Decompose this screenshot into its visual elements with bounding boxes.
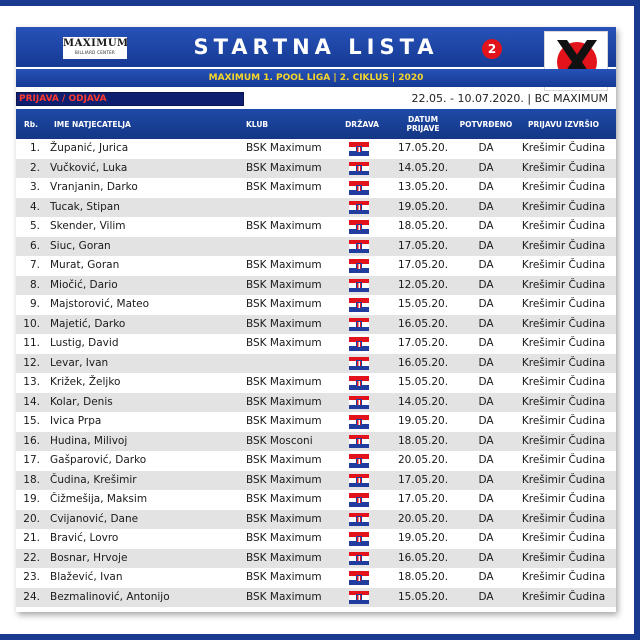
table-row <box>16 237 616 257</box>
registered-by: Krešimir Čudina <box>521 415 606 427</box>
croatia-flag-icon <box>349 220 369 234</box>
confirmed-status: DA <box>478 200 494 213</box>
registration-date: 15.05.20. <box>397 376 449 388</box>
confirmed-status: DA <box>478 161 494 174</box>
confirmed-status: DA <box>478 259 494 271</box>
registration-date: 17.05.20. <box>397 473 449 486</box>
registered-by: Krešimir Čudina <box>521 200 606 213</box>
table-row <box>16 178 616 198</box>
registration-date: 15.05.20. <box>397 590 449 603</box>
confirmed-status: DA <box>478 395 494 408</box>
registration-period: 22.05. - 10.07.2020. | BC MAXIMUM <box>411 92 608 105</box>
registration-date: 19.05.20. <box>397 532 449 544</box>
row-number: 3. <box>29 181 40 193</box>
participant-name: Lustig, David <box>50 337 119 349</box>
participant-country <box>346 471 372 491</box>
participant-club: BSK Mosconi <box>246 434 313 447</box>
participant-country <box>346 568 372 588</box>
participant-club: BSK Maximum <box>246 337 322 349</box>
page-title: STARTNA LISTA <box>193 35 439 59</box>
confirmed-status: DA <box>478 239 494 252</box>
croatia-flag-icon <box>349 415 369 429</box>
table-row <box>16 549 616 569</box>
registered-by: Krešimir Čudina <box>521 571 606 583</box>
registration-date: 18.05.20. <box>397 434 449 447</box>
participant-club: BSK Maximum <box>246 493 322 505</box>
row-number: 4. <box>29 200 40 213</box>
participant-name: Tucak, Stipan <box>50 200 120 213</box>
participant-name: Hudina, Milivoj <box>50 434 128 447</box>
row-number: 20. <box>23 512 40 525</box>
row-number: 16. <box>23 434 40 447</box>
participant-club: BSK Maximum <box>246 181 322 193</box>
table-row <box>16 510 616 530</box>
column-header-registered-by: PRIJAVU IZVRŠIO <box>527 119 600 129</box>
participant-country <box>346 451 372 471</box>
confirmed-status: DA <box>478 512 494 525</box>
row-number: 7. <box>29 259 40 271</box>
participant-name: Gašparović, Darko <box>50 454 147 466</box>
participant-name: Bosnar, Hrvoje <box>50 551 128 564</box>
participant-club: BSK Maximum <box>246 259 322 271</box>
participant-country <box>346 412 372 432</box>
registered-by: Krešimir Čudina <box>521 161 606 174</box>
frame-top-border <box>0 0 640 6</box>
column-header-date: DATUM PRIJAVE <box>406 115 440 133</box>
croatia-flag-icon <box>349 240 369 254</box>
croatia-flag-icon <box>349 318 369 332</box>
participant-name: Majstorović, Mateo <box>50 298 150 310</box>
registered-by: Krešimir Čudina <box>521 493 606 505</box>
participant-name: Skender, Vilim <box>50 220 126 232</box>
registration-date: 13.05.20. <box>397 181 449 193</box>
confirmed-status: DA <box>478 415 494 427</box>
row-number: 11. <box>23 337 40 349</box>
confirmed-status: DA <box>478 298 494 310</box>
registered-by: Krešimir Čudina <box>521 337 606 349</box>
registered-by: Krešimir Čudina <box>521 376 606 388</box>
registered-by: Krešimir Čudina <box>521 239 606 252</box>
participant-club: BSK Maximum <box>246 161 322 174</box>
participant-country <box>346 432 372 452</box>
registered-by: Krešimir Čudina <box>521 181 606 193</box>
table-row <box>16 588 616 608</box>
registration-date: 17.05.20. <box>397 142 449 154</box>
participant-country <box>346 237 372 257</box>
registered-by: Krešimir Čudina <box>521 278 606 291</box>
row-number: 2. <box>29 161 40 174</box>
participant-club: BSK Maximum <box>246 512 322 525</box>
registered-by: Krešimir Čudina <box>521 590 606 603</box>
frame-bottom-border <box>0 634 640 640</box>
confirmed-status: DA <box>478 473 494 486</box>
croatia-flag-icon <box>349 279 369 293</box>
table-row <box>16 315 616 335</box>
row-number: 17. <box>23 454 40 466</box>
table-row <box>16 217 616 237</box>
registered-by: Krešimir Čudina <box>521 532 606 544</box>
table-row <box>16 334 616 354</box>
participant-country <box>346 315 372 335</box>
league-subtitle: MAXIMUM 1. POOL LIGA | 2. CIKLUS | 2020 <box>208 73 424 83</box>
frame-right-border <box>634 0 640 640</box>
participant-country <box>346 256 372 276</box>
table-row <box>16 139 616 159</box>
registration-label: PRIJAVA / ODJAVA <box>19 94 107 104</box>
croatia-flag-icon <box>349 552 369 566</box>
participant-name: Murat, Goran <box>50 259 120 271</box>
participant-club: BSK Maximum <box>246 220 322 232</box>
table-row <box>16 393 616 413</box>
row-number: 19. <box>23 493 40 505</box>
registered-by: Krešimir Čudina <box>521 434 606 447</box>
participant-name: Majetić, Darko <box>50 317 126 330</box>
participant-name: Vučković, Luka <box>50 161 128 174</box>
table-header <box>16 109 616 139</box>
registered-by: Krešimir Čudina <box>521 454 606 466</box>
registration-date: 12.05.20. <box>397 278 449 291</box>
registered-by: Krešimir Čudina <box>521 317 606 330</box>
registration-date: 19.05.20. <box>397 200 449 213</box>
croatia-flag-icon <box>349 337 369 351</box>
croatia-flag-icon <box>349 201 369 215</box>
participant-club: BSK Maximum <box>246 473 322 486</box>
registration-date: 20.05.20. <box>397 454 449 466</box>
croatia-flag-icon <box>349 142 369 156</box>
participant-club: BSK Maximum <box>246 395 322 408</box>
registration-date: 14.05.20. <box>397 161 449 174</box>
row-number: 13. <box>23 376 40 388</box>
row-number: 9. <box>29 298 40 310</box>
participant-club: BSK Maximum <box>246 142 322 154</box>
croatia-flag-icon <box>349 357 369 371</box>
participant-club: BSK Maximum <box>246 278 322 291</box>
participant-name: Županić, Jurica <box>50 142 129 154</box>
participant-name: Levar, Ivan <box>50 356 109 369</box>
participant-country <box>346 159 372 179</box>
confirmed-status: DA <box>478 454 494 466</box>
participant-country <box>346 510 372 530</box>
confirmed-status: DA <box>478 376 494 388</box>
participant-club: BSK Maximum <box>246 454 322 466</box>
participant-name: Vranjanin, Darko <box>50 181 138 193</box>
registration-date: 18.05.20. <box>397 220 449 232</box>
confirmed-status: DA <box>478 532 494 544</box>
table-row <box>16 432 616 452</box>
start-list-sheet <box>16 27 616 612</box>
registration-date: 14.05.20. <box>397 395 449 408</box>
croatia-flag-icon <box>349 181 369 195</box>
confirmed-status: DA <box>478 551 494 564</box>
registered-by: Krešimir Čudina <box>521 220 606 232</box>
row-number: 15. <box>23 415 40 427</box>
registration-date: 17.05.20. <box>397 239 449 252</box>
croatia-flag-icon <box>349 474 369 488</box>
confirmed-status: DA <box>478 142 494 154</box>
croatia-flag-icon <box>349 493 369 507</box>
participant-country <box>346 295 372 315</box>
croatia-flag-icon <box>349 591 369 605</box>
participant-name: Blažević, Ivan <box>50 571 123 583</box>
participant-club: BSK Maximum <box>246 590 322 603</box>
column-header-confirmed: POTVRĐENO <box>459 119 513 129</box>
participant-name: Križek, Željko <box>50 376 121 388</box>
participant-country <box>346 490 372 510</box>
league-bar <box>16 69 616 87</box>
table-row <box>16 198 616 218</box>
confirmed-status: DA <box>478 337 494 349</box>
registration-date: 16.05.20. <box>397 356 449 369</box>
registration-date: 15.05.20. <box>397 298 449 310</box>
participant-club: BSK Maximum <box>246 376 322 388</box>
participant-country <box>346 276 372 296</box>
confirmed-status: DA <box>478 278 494 291</box>
table-row <box>16 490 616 510</box>
participant-club: BSK Maximum <box>246 317 322 330</box>
registration-date: 17.05.20. <box>397 337 449 349</box>
table-row <box>16 373 616 393</box>
row-number: 5. <box>29 220 40 232</box>
participant-name: Miočić, Dario <box>50 278 118 291</box>
confirmed-status: DA <box>478 590 494 603</box>
croatia-flag-icon <box>349 396 369 410</box>
confirmed-status: DA <box>478 317 494 330</box>
row-number: 8. <box>29 278 40 291</box>
column-header-country: DRŽAVA <box>345 119 379 129</box>
row-number: 1. <box>29 142 40 154</box>
registered-by: Krešimir Čudina <box>521 551 606 564</box>
table-row <box>16 256 616 276</box>
row-number: 24. <box>23 590 40 603</box>
croatia-flag-icon <box>349 435 369 449</box>
participant-name: Bravić, Lovro <box>50 532 119 544</box>
registered-by: Krešimir Čudina <box>521 512 606 525</box>
confirmed-status: DA <box>478 434 494 447</box>
participant-name: Bezmalinović, Antonijo <box>50 590 170 603</box>
row-number: 6. <box>29 239 40 252</box>
croatia-flag-icon <box>349 532 369 546</box>
participant-name: Cvijanović, Dane <box>50 512 139 525</box>
participant-country <box>346 393 372 413</box>
participant-club: BSK Maximum <box>246 551 322 564</box>
table-row <box>16 276 616 296</box>
table-row <box>16 471 616 491</box>
participant-name: Siuc, Goran <box>50 239 111 252</box>
row-number: 12. <box>23 356 40 369</box>
registered-by: Krešimir Čudina <box>521 395 606 408</box>
participant-name: Čižmešija, Maksim <box>50 493 148 505</box>
registration-date: 20.05.20. <box>397 512 449 525</box>
participant-country <box>346 529 372 549</box>
participant-country <box>346 549 372 569</box>
registered-by: Krešimir Čudina <box>521 473 606 486</box>
croatia-flag-icon <box>349 376 369 390</box>
table-row <box>16 159 616 179</box>
confirmed-status: DA <box>478 220 494 232</box>
participant-club: BSK Maximum <box>246 298 322 310</box>
registration-date: 17.05.20. <box>397 493 449 505</box>
row-number: 18. <box>23 473 40 486</box>
registered-by: Krešimir Čudina <box>521 298 606 310</box>
croatia-flag-icon <box>349 298 369 312</box>
confirmed-status: DA <box>478 493 494 505</box>
confirmed-status: DA <box>478 356 494 369</box>
participant-country <box>346 139 372 159</box>
table-row <box>16 354 616 374</box>
logo-main-text: MAXIMUM <box>63 38 129 49</box>
participant-country <box>346 373 372 393</box>
croatia-flag-icon <box>349 162 369 176</box>
participant-club: BSK Maximum <box>246 415 322 427</box>
header-bar <box>16 27 616 67</box>
maximum-logo <box>63 37 127 59</box>
row-number: 14. <box>23 395 40 408</box>
row-number: 21. <box>23 532 40 544</box>
column-header-number: Rb. <box>24 119 38 129</box>
confirmed-status: DA <box>478 571 494 583</box>
registered-by: Krešimir Čudina <box>521 142 606 154</box>
table-row <box>16 451 616 471</box>
registration-bar <box>16 92 244 106</box>
croatia-flag-icon <box>349 571 369 585</box>
table-row <box>16 529 616 549</box>
registration-date: 16.05.20. <box>397 551 449 564</box>
table-row <box>16 568 616 588</box>
row-number: 23. <box>23 571 40 583</box>
page-number-badge: 2 <box>482 39 502 59</box>
participant-name: Kolar, Denis <box>50 395 113 408</box>
participant-country <box>346 217 372 237</box>
row-number: 22. <box>23 551 40 564</box>
participant-country <box>346 354 372 374</box>
participants-table-body <box>16 139 616 607</box>
registered-by: Krešimir Čudina <box>521 259 606 271</box>
participant-club: BSK Maximum <box>246 571 322 583</box>
logo-sub-text: BILLIARD CENTER <box>75 50 115 55</box>
participant-country <box>346 178 372 198</box>
croatia-flag-icon <box>349 454 369 468</box>
table-row <box>16 295 616 315</box>
participant-name: Ivica Prpa <box>50 415 102 427</box>
registered-by: Krešimir Čudina <box>521 356 606 369</box>
registration-date: 16.05.20. <box>397 317 449 330</box>
row-number: 10. <box>23 317 40 330</box>
column-header-club: KLUB <box>246 119 269 129</box>
confirmed-status: DA <box>478 181 494 193</box>
registration-date: 18.05.20. <box>397 571 449 583</box>
croatia-flag-icon <box>349 259 369 273</box>
column-header-name: IME NATJECATELJA <box>54 119 131 129</box>
registration-date: 17.05.20. <box>397 259 449 271</box>
participant-name: Čudina, Krešimir <box>50 473 137 486</box>
croatia-flag-icon <box>349 513 369 527</box>
participant-club: BSK Maximum <box>246 532 322 544</box>
table-row <box>16 412 616 432</box>
registration-date: 19.05.20. <box>397 415 449 427</box>
participant-country <box>346 198 372 218</box>
participant-country <box>346 588 372 608</box>
participant-country <box>346 334 372 354</box>
